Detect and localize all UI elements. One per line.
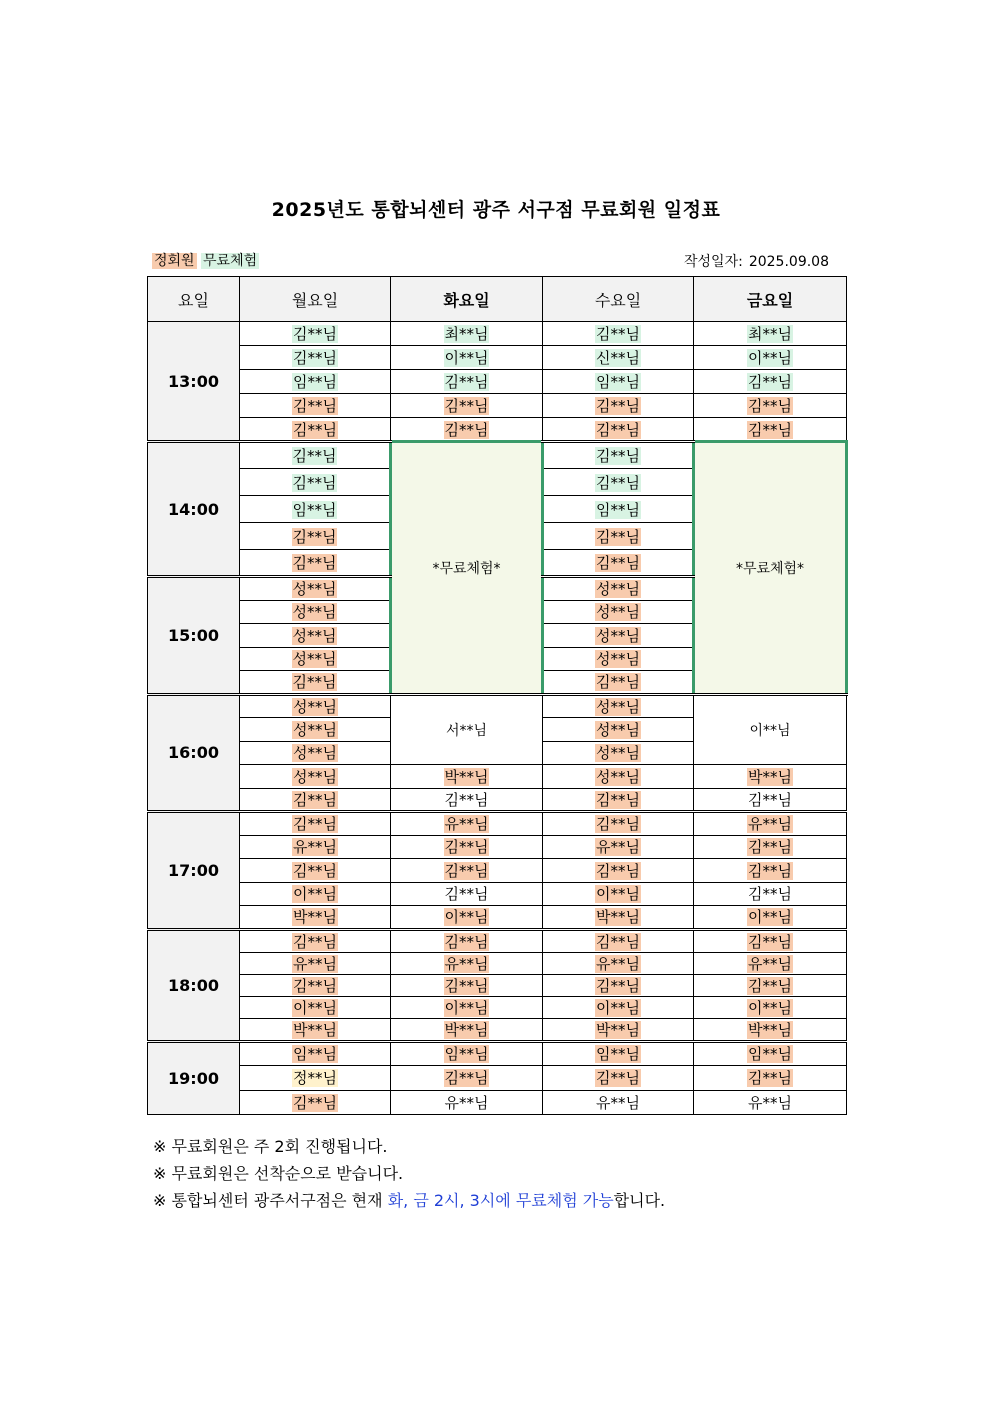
member-name: 유**님	[444, 954, 489, 973]
member-name: 성**님	[293, 744, 337, 763]
member-name: 박**님	[293, 1020, 337, 1039]
schedule-cell	[391, 1018, 543, 1041]
header-wed: 수요일	[543, 277, 694, 322]
table-row	[148, 812, 847, 836]
schedule-cell	[543, 322, 694, 346]
table-row	[148, 694, 847, 718]
table-row	[148, 1018, 847, 1041]
schedule-cell	[391, 788, 543, 812]
note-1: ※ 무료회원은 주 2회 진행됩니다.	[153, 1137, 388, 1156]
schedule-cell	[543, 1090, 694, 1115]
table-row	[148, 346, 847, 370]
member-name: 성**님	[292, 580, 337, 599]
schedule-body	[148, 322, 847, 1115]
member-name: 유**님	[596, 1093, 640, 1112]
schedule-cell	[543, 577, 694, 601]
schedule-cell	[543, 647, 694, 671]
member-name: 임**님	[748, 1045, 792, 1064]
schedule-cell	[694, 974, 847, 996]
member-name: 김**님	[292, 447, 337, 465]
member-name: 김**님	[596, 673, 640, 692]
member-name: 김**님	[444, 1069, 489, 1088]
member-name: 김**님	[596, 397, 640, 415]
schedule-cell	[543, 906, 694, 930]
member-name: 김**님	[748, 932, 792, 951]
schedule-cell	[240, 418, 391, 442]
schedule-cell	[543, 1018, 694, 1041]
schedule-cell	[694, 370, 847, 394]
member-name: 김**님	[293, 1093, 337, 1112]
schedule-cell	[240, 741, 391, 765]
schedule-cell	[240, 322, 391, 346]
member-name: 김**님	[748, 861, 792, 880]
table-row	[148, 906, 847, 930]
member-name: 최**님	[444, 325, 489, 343]
member-name: 유**님	[444, 1093, 489, 1112]
table-row	[148, 1090, 847, 1115]
schedule-cell	[391, 1041, 543, 1066]
member-name: 박**님	[596, 1020, 640, 1039]
member-name: 김**님	[596, 527, 640, 546]
schedule-cell	[543, 974, 694, 996]
member-name: 이**님	[748, 998, 792, 1017]
member-name: 성**님	[293, 767, 337, 786]
member-name: 박**님	[748, 1020, 792, 1039]
table-row	[148, 370, 847, 394]
member-name: 이**님	[596, 998, 640, 1017]
member-name: 김**님	[293, 325, 337, 343]
schedule-cell	[543, 718, 694, 742]
schedule-cell	[240, 718, 391, 742]
schedule-cell	[391, 812, 543, 836]
legend-regular: 정회원	[154, 253, 195, 269]
table-row	[148, 974, 847, 996]
header-fri: 금요일	[694, 277, 847, 322]
member-name: 김**님	[293, 976, 337, 995]
schedule-cell	[694, 882, 847, 906]
header-day: 요일	[148, 277, 240, 322]
member-name: 임**님	[596, 500, 640, 519]
member-name: 이**님	[293, 998, 337, 1017]
member-name: 김**님	[748, 790, 792, 809]
time-slot: 15:00	[148, 577, 240, 695]
member-name: 김**님	[293, 420, 337, 439]
schedule-cell	[240, 394, 391, 418]
member-name: 김**님	[293, 397, 337, 415]
note-2: ※ 무료회원은 선착순으로 받습니다.	[153, 1164, 404, 1183]
schedule-cell	[543, 765, 694, 789]
member-name: 김**님	[596, 790, 640, 809]
schedule-cell	[240, 671, 391, 695]
member-name: 김**님	[748, 885, 792, 904]
member-name: 김**님	[596, 447, 640, 465]
header-row	[148, 277, 847, 322]
schedule-cell	[240, 974, 391, 996]
schedule-cell	[240, 370, 391, 394]
member-name: 성**님	[596, 603, 640, 622]
member-name: 박**님	[748, 767, 792, 786]
free-trial-block-fri: *무료체험*	[694, 442, 847, 695]
schedule-cell	[240, 859, 391, 883]
schedule-cell	[240, 647, 391, 671]
schedule-cell	[543, 370, 694, 394]
member-name: 김**님	[596, 815, 640, 834]
member-name: 김**님	[293, 349, 337, 367]
schedule-cell	[391, 346, 543, 370]
table-row	[148, 442, 847, 469]
schedule-cell	[240, 812, 391, 836]
member-name: 김**님	[444, 932, 489, 951]
schedule-cell	[543, 859, 694, 883]
time-slot: 17:00	[148, 812, 240, 930]
schedule-cell	[391, 1090, 543, 1115]
member-name: 박**님	[293, 908, 337, 927]
schedule-cell	[240, 694, 391, 718]
schedule-cell	[391, 996, 543, 1018]
member-name: 성**님	[596, 697, 640, 716]
member-name: 유**님	[293, 954, 337, 973]
schedule-cell	[391, 765, 543, 789]
member-name: 성**님	[596, 720, 640, 739]
schedule-cell	[543, 624, 694, 648]
schedule-cell	[543, 346, 694, 370]
merged-cell-tue: 서**님	[391, 694, 543, 765]
member-name: 임**님	[293, 1045, 337, 1064]
legend-trial: 무료체험	[203, 253, 258, 269]
schedule-cell	[543, 1041, 694, 1066]
schedule-cell	[240, 346, 391, 370]
schedule-cell	[391, 370, 543, 394]
time-slot: 13:00	[148, 322, 240, 442]
member-name: 유**님	[293, 838, 337, 857]
member-name: 박**님	[444, 1020, 489, 1039]
written-date-value: 2025.09.08	[748, 254, 829, 270]
member-name: 이**님	[596, 885, 640, 904]
member-name: 유**님	[596, 838, 640, 857]
member-name: 성**님	[292, 626, 337, 645]
schedule-cell	[694, 859, 847, 883]
schedule-cell	[543, 996, 694, 1018]
schedule-cell	[391, 952, 543, 974]
schedule-cell	[694, 952, 847, 974]
schedule-cell	[694, 812, 847, 836]
member-name: 성**님	[293, 720, 337, 739]
schedule-cell	[694, 394, 847, 418]
schedule-cell	[240, 882, 391, 906]
member-name: 유**님	[748, 1093, 792, 1112]
note-3-highlight: 화, 금 2시, 3시에 무료체험 가능	[387, 1191, 614, 1210]
note-3	[153, 1187, 665, 1214]
member-name: 김**님	[596, 473, 640, 492]
member-name: 김**님	[444, 397, 489, 415]
member-name: 신**님	[596, 349, 640, 367]
table-row	[148, 322, 847, 346]
time-slot: 19:00	[148, 1041, 240, 1115]
schedule-cell	[543, 929, 694, 952]
member-name: 임**님	[444, 1045, 489, 1064]
member-name: 임**님	[292, 500, 337, 519]
member-name: 김**님	[596, 932, 640, 951]
member-name: 유**님	[596, 954, 640, 973]
schedule-cell	[543, 600, 694, 624]
member-name: 이**님	[444, 908, 489, 927]
table-row	[148, 835, 847, 859]
table-row	[148, 418, 847, 442]
merged-cell-fri: 이**님	[694, 694, 847, 765]
schedule-cell	[543, 952, 694, 974]
table-row	[148, 788, 847, 812]
member-name: 김**님	[748, 838, 792, 857]
member-name: 김**님	[444, 373, 489, 391]
table-row	[148, 394, 847, 418]
member-name: 김**님	[748, 373, 792, 391]
schedule-cell	[391, 974, 543, 996]
member-name: 이**님	[748, 349, 792, 367]
notes	[153, 1133, 665, 1214]
schedule-cell	[391, 882, 543, 906]
member-name: 성**님	[596, 744, 640, 763]
schedule-cell	[240, 952, 391, 974]
member-name: 김**님	[596, 1069, 640, 1088]
member-name: 김**님	[293, 932, 337, 951]
member-name: 유**님	[444, 815, 489, 834]
member-name: 김**님	[596, 554, 640, 572]
member-name: 김**님	[444, 420, 489, 439]
schedule-cell	[240, 550, 391, 577]
member-name: 성**님	[596, 767, 640, 786]
schedule-cell	[694, 322, 847, 346]
member-name: 김**님	[292, 527, 337, 546]
schedule-cell	[240, 996, 391, 1018]
note-3-post: 합니다.	[613, 1191, 666, 1210]
schedule-cell	[391, 1066, 543, 1091]
schedule-cell	[694, 1066, 847, 1091]
member-name: 김**님	[748, 420, 792, 439]
member-name: 성**님	[293, 697, 337, 716]
schedule-cell	[391, 322, 543, 346]
schedule-cell	[240, 577, 391, 601]
member-name: 성**님	[596, 650, 640, 669]
member-name: 김**님	[748, 397, 792, 415]
time-slot: 14:00	[148, 442, 240, 577]
member-name: 김**님	[292, 673, 337, 692]
schedule-cell	[240, 1090, 391, 1115]
schedule-cell	[240, 442, 391, 469]
member-name: 김**님	[748, 976, 792, 995]
schedule-cell	[543, 671, 694, 695]
member-name: 임**님	[596, 373, 640, 391]
schedule-cell	[543, 418, 694, 442]
table-row	[148, 882, 847, 906]
schedule-cell	[391, 859, 543, 883]
member-name: 김**님	[292, 473, 337, 492]
schedule-cell	[240, 600, 391, 624]
schedule-cell	[240, 1018, 391, 1041]
schedule-cell	[543, 394, 694, 418]
schedule-cell	[391, 929, 543, 952]
schedule-cell	[694, 788, 847, 812]
member-name: 김**님	[444, 885, 489, 904]
schedule-cell	[694, 1090, 847, 1115]
table-row	[148, 1041, 847, 1066]
schedule-cell	[694, 835, 847, 859]
header-tue: 화요일	[391, 277, 543, 322]
member-name: 이**님	[293, 885, 337, 904]
schedule-cell	[240, 788, 391, 812]
schedule-cell	[694, 996, 847, 1018]
schedule-cell	[543, 523, 694, 550]
member-name: 성**님	[292, 603, 337, 622]
schedule-cell	[240, 469, 391, 496]
member-name: 김**님	[748, 1069, 792, 1088]
schedule-cell	[543, 741, 694, 765]
member-name: 성**님	[596, 626, 640, 645]
schedule-cell	[694, 1041, 847, 1066]
schedule-cell	[240, 1041, 391, 1066]
schedule-cell	[543, 469, 694, 496]
member-name: 김**님	[293, 861, 337, 880]
member-name: 김**님	[293, 790, 337, 809]
schedule-cell	[240, 496, 391, 523]
schedule-cell	[543, 496, 694, 523]
header-mon: 월요일	[240, 277, 391, 322]
member-name: 임**님	[293, 373, 337, 391]
member-name: 이**님	[444, 349, 489, 367]
member-name: 유**님	[748, 815, 792, 834]
schedule-cell	[543, 550, 694, 577]
schedule-cell	[694, 765, 847, 789]
member-name: 김**님	[293, 815, 337, 834]
schedule-cell	[694, 346, 847, 370]
schedule-cell	[240, 929, 391, 952]
schedule-cell	[694, 906, 847, 930]
written-date	[684, 251, 829, 271]
time-slot: 16:00	[148, 694, 240, 812]
table-row	[148, 859, 847, 883]
schedule-cell	[391, 835, 543, 859]
member-name: 정**님	[293, 1069, 337, 1088]
member-name: 김**님	[444, 976, 489, 995]
member-name: 성**님	[292, 650, 337, 669]
schedule-cell	[391, 394, 543, 418]
schedule-cell	[694, 418, 847, 442]
member-name: 김**님	[596, 420, 640, 439]
member-name: 박**님	[596, 908, 640, 927]
schedule-cell	[240, 523, 391, 550]
schedule-cell	[240, 1066, 391, 1091]
member-name: 김**님	[444, 790, 489, 809]
table-row	[148, 996, 847, 1018]
member-name: 김**님	[444, 861, 489, 880]
member-name: 성**님	[596, 580, 640, 599]
table-row	[148, 1066, 847, 1091]
schedule-cell	[240, 906, 391, 930]
member-name: 유**님	[748, 954, 792, 973]
member-name: 이**님	[444, 998, 489, 1017]
member-name: 이**님	[748, 908, 792, 927]
schedule-cell	[391, 906, 543, 930]
schedule-cell	[543, 694, 694, 718]
schedule-cell	[240, 835, 391, 859]
schedule-cell	[391, 418, 543, 442]
table-row	[148, 929, 847, 952]
schedule-cell	[543, 835, 694, 859]
member-name: 최**님	[748, 325, 792, 343]
time-slot: 18:00	[148, 929, 240, 1041]
schedule-cell	[543, 788, 694, 812]
schedule-cell	[694, 929, 847, 952]
member-name: 박**님	[444, 767, 489, 786]
schedule-cell	[543, 1066, 694, 1091]
free-trial-block-tue: *무료체험*	[391, 442, 543, 695]
schedule-cell	[240, 624, 391, 648]
schedule-cell	[543, 812, 694, 836]
table-row	[148, 952, 847, 974]
schedule-table	[147, 276, 848, 1115]
schedule-cell	[543, 442, 694, 469]
schedule-cell	[694, 1018, 847, 1041]
member-name: 김**님	[292, 554, 337, 572]
written-date-label: 작성일자:	[684, 254, 743, 270]
member-name: 김**님	[444, 838, 489, 857]
schedule-cell	[240, 765, 391, 789]
member-name: 김**님	[596, 325, 640, 343]
table-row	[148, 765, 847, 789]
schedule-cell	[543, 882, 694, 906]
member-name: 김**님	[596, 861, 640, 880]
member-name: 김**님	[596, 976, 640, 995]
member-name: 임**님	[596, 1045, 640, 1064]
page-title: 2025년도 통합뇌센터 광주 서구점 무료회원 일정표	[271, 199, 721, 221]
note-3-pre: ※ 통합뇌센터 광주서구점은 현재	[153, 1191, 388, 1210]
legend	[152, 250, 259, 270]
